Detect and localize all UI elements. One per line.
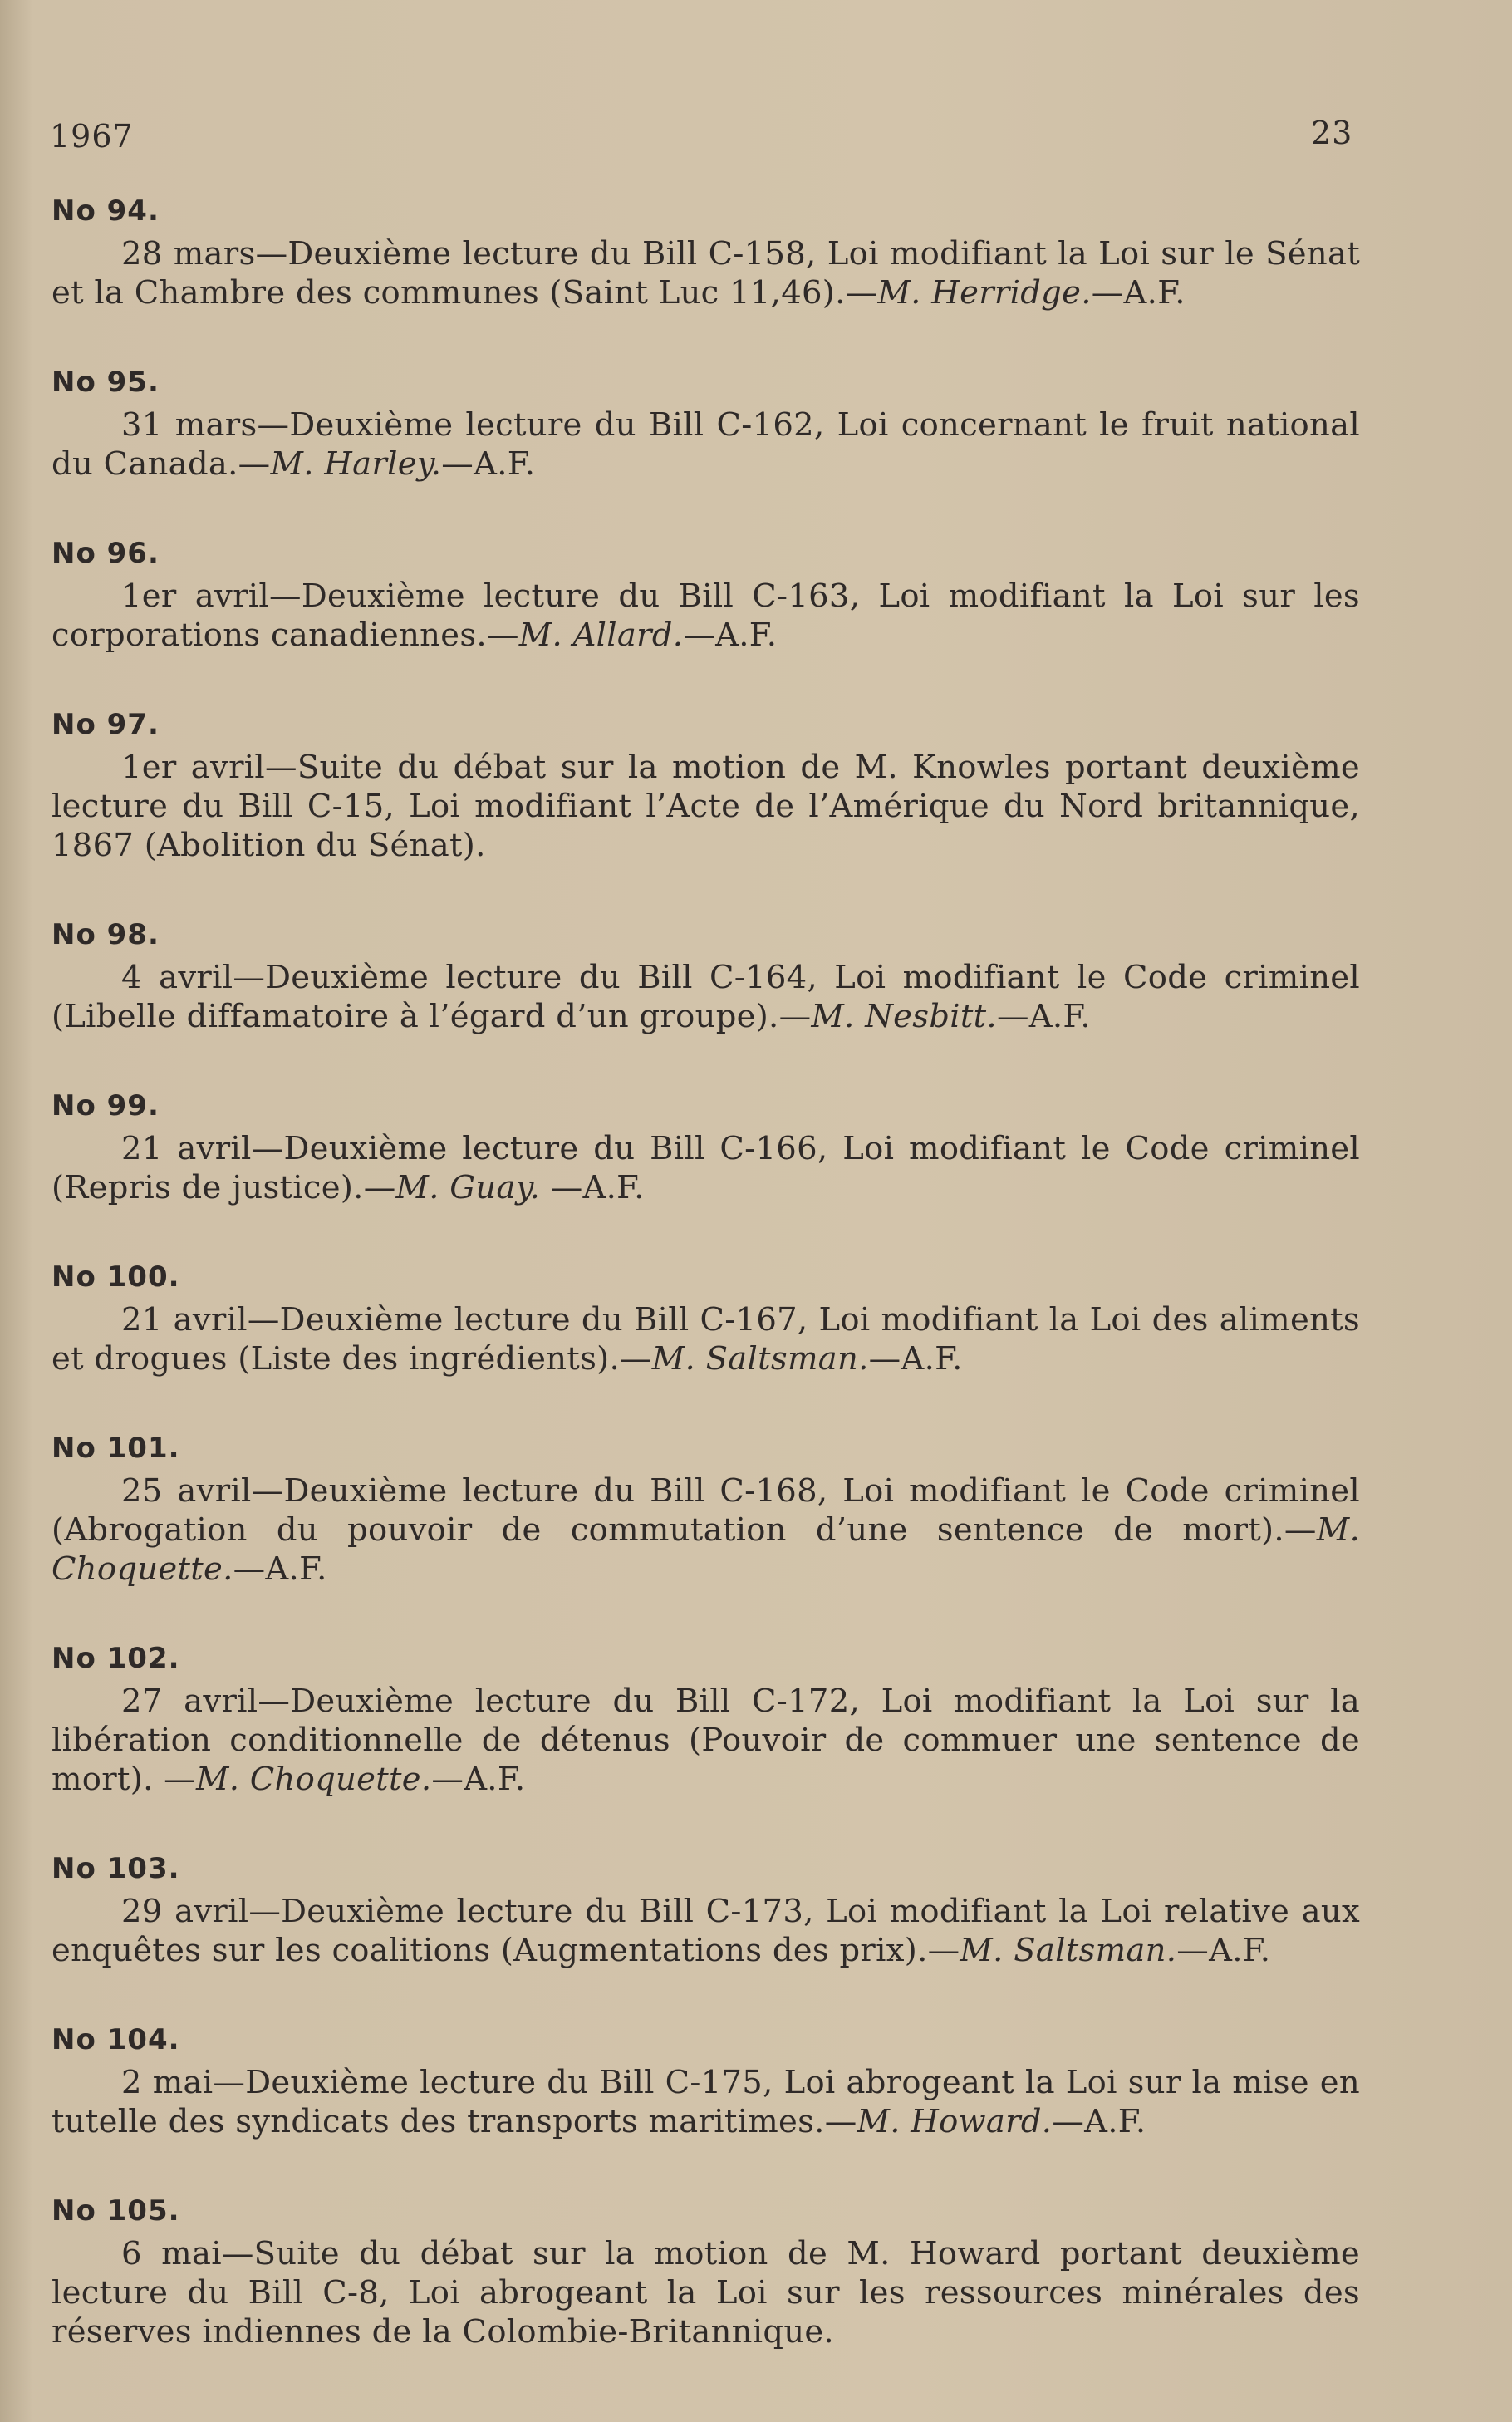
entry-list	[52, 189, 1360, 2400]
entry-98	[52, 913, 1360, 1036]
entry-suffix: —A.F.	[996, 998, 1091, 1035]
entry-text	[52, 1300, 1360, 1378]
entry-suffix: —A.F.	[683, 617, 778, 654]
entry-105	[52, 2189, 1360, 2351]
entry-body: —Deuxième lecture du Bill C-175, Loi abrogeant la Loi sur la mise en tutelle des syndicats des transports maritimes.—	[52, 2064, 1360, 2140]
entry-text	[52, 405, 1360, 484]
entry-member: M. Guay.	[395, 1169, 541, 1206]
entry-text	[52, 1471, 1360, 1589]
entry-102	[52, 1637, 1360, 1799]
page-number: 23	[1311, 115, 1353, 151]
entry-text	[52, 958, 1360, 1036]
entry-94	[52, 189, 1360, 312]
entry-body: —Suite du débat sur la motion de M. Knowles portant deuxième lecture du Bill C-15, Loi modifiant l’Acte de l’Amérique du Nord britannique, 1867 (Abolition du Sénat).	[52, 749, 1360, 864]
entry-suffix: —A.F.	[431, 1761, 526, 1798]
entry-number: No 96.	[52, 537, 160, 570]
entry-number: No 105.	[52, 2194, 180, 2228]
entry-number: No 101.	[52, 1432, 180, 1465]
entry-date: 1er avril	[121, 577, 270, 615]
entry-suffix: —A.F.	[1176, 1932, 1271, 1969]
entry-body: —Deuxième lecture du Bill C-167, Loi modifiant la Loi des aliments et drogues (Liste des ingrédients).—	[52, 1301, 1360, 1378]
entry-date: 21 avril	[121, 1301, 248, 1339]
entry-body: —Deuxième lecture du Bill C-166, Loi modifiant le Code criminel (Repris de justice).—	[52, 1130, 1360, 1206]
entry-member: M. Choquette.	[195, 1761, 432, 1798]
entry-member: M. Saltsman.	[651, 1340, 869, 1378]
entry-101	[52, 1427, 1360, 1589]
entry-number: No 99.	[52, 1089, 160, 1123]
entry-number: No 102.	[52, 1642, 180, 1675]
entry-body: —Deuxième lecture du Bill C-158, Loi modifiant la Loi sur le Sénat et la Chambre des communes (Saint Luc 11,46).—	[52, 235, 1360, 312]
entry-number: No 103.	[52, 1852, 180, 1885]
entry-104	[52, 2018, 1360, 2141]
entry-body: —Suite du débat sur la motion de M. Howard portant deuxième lecture du Bill C-8, Loi abrogeant la Loi sur les ressources minérales des réserves indiennes de la Colombie-Britannique.	[52, 2235, 1360, 2351]
entry-number: No 94.	[52, 194, 160, 228]
entry-date: 21 avril	[121, 1130, 252, 1167]
entry-suffix: —A.F.	[540, 1169, 645, 1206]
entry-body: —Deuxième lecture du Bill C-164, Loi modifiant le Code criminel (Libelle diffamatoire à l’égard d’un groupe).—	[52, 959, 1360, 1035]
entry-date: 2 mai	[121, 2064, 214, 2101]
page-year: 1967	[50, 118, 134, 155]
entry-text	[52, 2063, 1360, 2141]
entry-text	[52, 577, 1360, 655]
entry-103	[52, 1847, 1360, 1970]
entry-number: No 95.	[52, 366, 160, 399]
entry-text	[52, 1129, 1360, 1207]
entry-96	[52, 532, 1360, 655]
entry-body: —Deuxième lecture du Bill C-173, Loi modifiant la Loi relative aux enquêtes sur les coalitions (Augmentations des prix).—	[52, 1893, 1360, 1969]
entry-text	[52, 748, 1360, 865]
entry-100	[52, 1255, 1360, 1378]
entry-date: 27 avril	[121, 1683, 258, 1720]
entry-date: 31 mars	[121, 406, 258, 444]
entry-suffix: —A.F.	[233, 1550, 327, 1588]
entry-suffix: —A.F.	[868, 1340, 963, 1378]
entry-member: M. Choquette.	[52, 1511, 1360, 1588]
entry-text	[52, 1892, 1360, 1970]
entry-number: No 98.	[52, 918, 160, 951]
entry-95	[52, 361, 1360, 484]
entry-date: 4 avril	[121, 959, 233, 996]
entry-date: 6 mai	[121, 2235, 222, 2272]
entry-body: —Deuxième lecture du Bill C-172, Loi modifiant la Loi sur la libération conditionnelle de détenus (Pouvoir de commuer une sentence de mort). —	[52, 1683, 1360, 1798]
entry-number: No 100.	[52, 1260, 180, 1294]
entry-body: —Deuxième lecture du Bill C-162, Loi concernant le fruit national du Canada.—	[52, 406, 1360, 483]
entry-member: M. Harley.	[270, 445, 442, 483]
entry-97	[52, 703, 1360, 865]
entry-date: 1er avril	[121, 749, 266, 786]
entry-number: No 104.	[52, 2023, 180, 2056]
entry-date: 29 avril	[121, 1893, 249, 1930]
entry-text	[52, 234, 1360, 312]
entry-member: M. Herridge.	[877, 274, 1092, 312]
entry-number: No 97.	[52, 708, 160, 741]
entry-suffix: —A.F.	[441, 445, 536, 483]
entry-member: M. Saltsman.	[960, 1932, 1177, 1969]
entry-date: 25 avril	[121, 1472, 252, 1510]
entry-member: M. Nesbitt.	[811, 998, 997, 1035]
entry-suffix: —A.F.	[1091, 274, 1186, 312]
entry-99	[52, 1084, 1360, 1207]
entry-member: M. Allard.	[518, 617, 684, 654]
entry-text	[52, 2234, 1360, 2351]
entry-text	[52, 1682, 1360, 1799]
entry-member: M. Howard.	[857, 2103, 1053, 2140]
entry-body: —Deuxième lecture du Bill C-163, Loi modifiant la Loi sur les corporations canadiennes.—	[52, 577, 1360, 654]
entry-date: 28 mars	[121, 235, 256, 273]
entry-suffix: —A.F.	[1052, 2103, 1146, 2140]
entry-body: —Deuxième lecture du Bill C-168, Loi modifiant le Code criminel (Abrogation du pouvoir de commutation d’une sentence de mort).—	[52, 1472, 1360, 1549]
